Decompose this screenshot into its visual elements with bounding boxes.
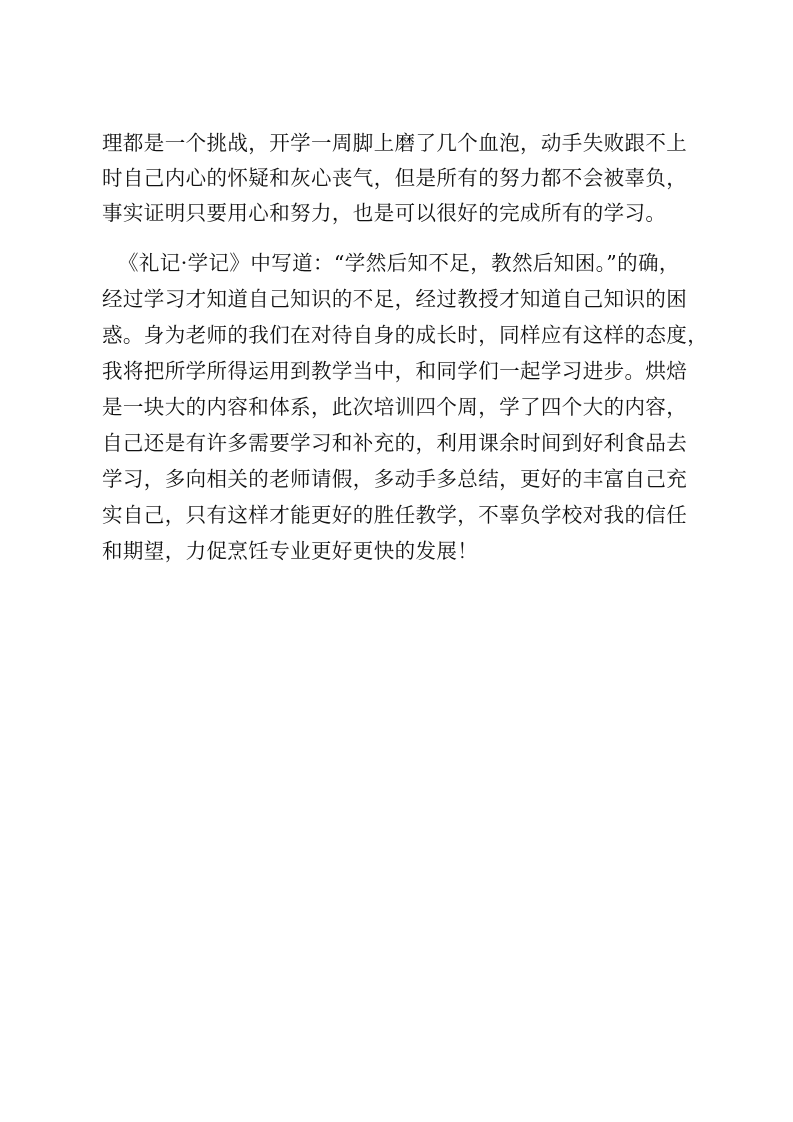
paragraph-line: 自己还是有许多需要学习和补充的，利用课余时间到好利食品去 xyxy=(102,431,688,455)
paragraph-line: 经过学习才知道自己知识的不足，经过教授才知道自己知识的困 xyxy=(102,287,688,311)
paragraph-line: 和期望，力促烹饪专业更好更快的发展！ xyxy=(102,539,479,563)
paragraph-line: 时自己内心的怀疑和灰心丧气，但是所有的努力都不会被辜负， xyxy=(102,166,688,190)
paragraph-line: 理都是一个挑战，开学一周脚上磨了几个血泡，动手失败跟不上 xyxy=(102,131,688,155)
paragraph-line: 我将把所学所得运用到教学当中，和同学们一起学习进步。烘焙 xyxy=(102,359,688,383)
paragraph-line: 学习，多向相关的老师请假，多动手多总结，更好的丰富自己充 xyxy=(102,467,688,491)
paragraph-line: 实自己，只有这样才能更好的胜任教学，不辜负学校对我的信任 xyxy=(102,503,688,527)
paragraph-line: 是一块大的内容和体系，此次培训四个周，学了四个大的内容， xyxy=(102,395,688,419)
paragraph-line: 惑。身为老师的我们在对待自身的成长时，同样应有这样的态度， xyxy=(102,323,709,347)
paragraph-line: 《礼记·学记》中写道：“学然后知不足，教然后知困。”的确， xyxy=(118,251,680,275)
paragraph-line: 事实证明只要用心和努力，也是可以很好的完成所有的学习。 xyxy=(102,201,667,225)
